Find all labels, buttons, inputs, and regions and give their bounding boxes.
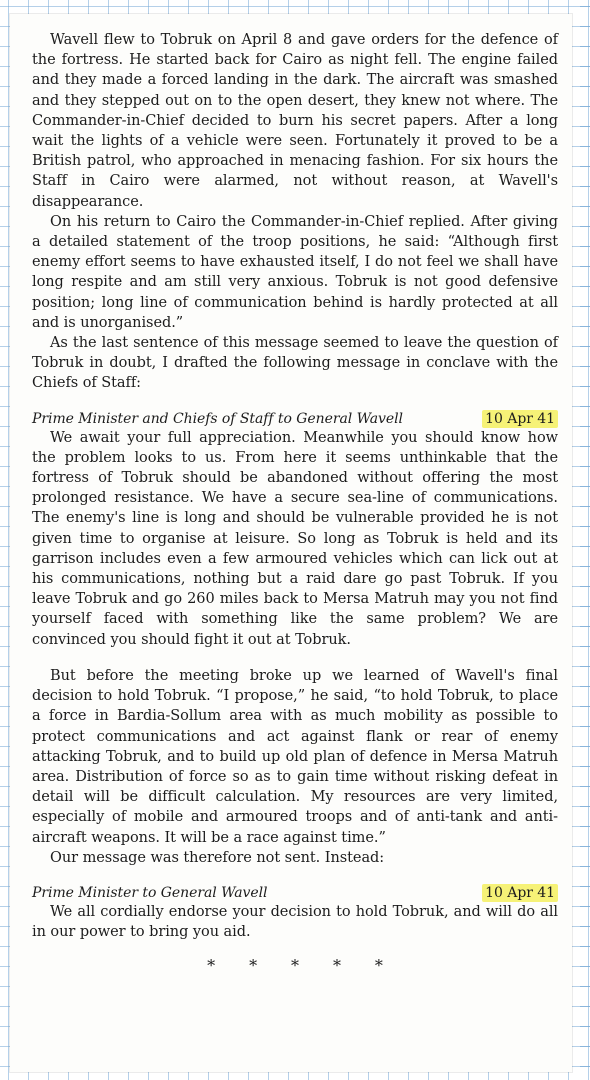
message-body-2: We all cordially endorse your decision to hold Tobruk, and will do all in our power to bring you aid. [32,903,558,941]
star-2: * [249,956,258,976]
message-heading-row-2 [32,884,558,902]
message-block-2 [32,884,558,942]
paragraph-3: As the last sentence of this message seemed to leave the question of Tobruk in doubt, I drafted the following message in conclave with the Chiefs of Staff: [32,335,558,392]
paragraph-5: Our message was therefore not sent. Instead: [50,849,385,866]
paragraph-gap [32,650,558,666]
star-4: * [332,956,341,976]
paragraph-1: Wavell flew to Tobruk on April 8 and gave orders for the defence of the fortress. He started back for Cairo as night fell. The engine failed and they made a forced landing in the dark. The aircraft was smashed and they stepped out on to the open desert, they knew not where. The Commander-in-Chief decided to burn his secret papers. After a long wait the lights of a vehicle were seen. Fortunately it proved to be a British patrol, who approached in menacing fashion. For six hours the Staff in Cairo were alarmed, not without reason, at Wavell's disappearance. [32,32,558,210]
paragraph-4: But before the meeting broke up we learned of Wavell's final decision to hold Tobruk. “I propose,” he said, “to hold Tobruk, to place a force in Bardia-Sollum area with as much mobility as possible to protect communications and act against flank or rear of enemy attacking Tobruk, and to build up old plan of defence in Mersa Matruh area. Distribution of force so as to gain time without risking defeat in detail will be difficult calculation. My resources are very limited, especially of mobile and armoured troops and of anti-tank and anti-aircraft weapons. It will be a race against time.” [32,667,558,846]
message-heading-1: Prime Minister and Chiefs of Staff to General Wavell [32,410,403,427]
paragraph-2: On his return to Cairo the Commander-in-Chief replied. After giving a detailed statement of the troop positions, he said: “Although first enemy effort seems to have exhausted itself, I do not feel we shall have long respite and am still very anxious. Tobruk is not good defensive position; long line of communication behind is hardly protected at all and is unorganised.” [32,213,558,331]
book-page [10,14,572,1072]
message-date-1: 10 Apr 41 [482,410,558,428]
message-block-1 [32,410,558,650]
section-break-stars [32,956,558,976]
message-date-2: 10 Apr 41 [482,884,558,902]
message-body-1: We await your full appreciation. Meanwhile you should know how the problem looks to us. From here it seems unthinkable that the fortress of Tobruk should be abandoned without offering the most prolonged resistance. We have a secure sea-line of communications. The enemy's line is long and should be vulnerable provided he is not given time to organise at leisure. So long as Tobruk is held and its garrison includes even a few armoured vehicles which can lick out at his communications, nothing but a raid dare go past Tobruk. If you leave Tobruk and go 260 miles back to Mersa Matruh may you not find yourself faced with something like the same problem? We are convinced you should fight it out at Tobruk. [32,429,558,648]
star-1: * [207,956,216,976]
message-heading-2: Prime Minister to General Wavell [32,884,268,901]
page-text [32,30,558,977]
message-heading-row-1 [32,410,558,428]
star-5: * [374,956,383,976]
notebook-edge-lines [580,0,590,1080]
star-3: * [291,956,299,976]
